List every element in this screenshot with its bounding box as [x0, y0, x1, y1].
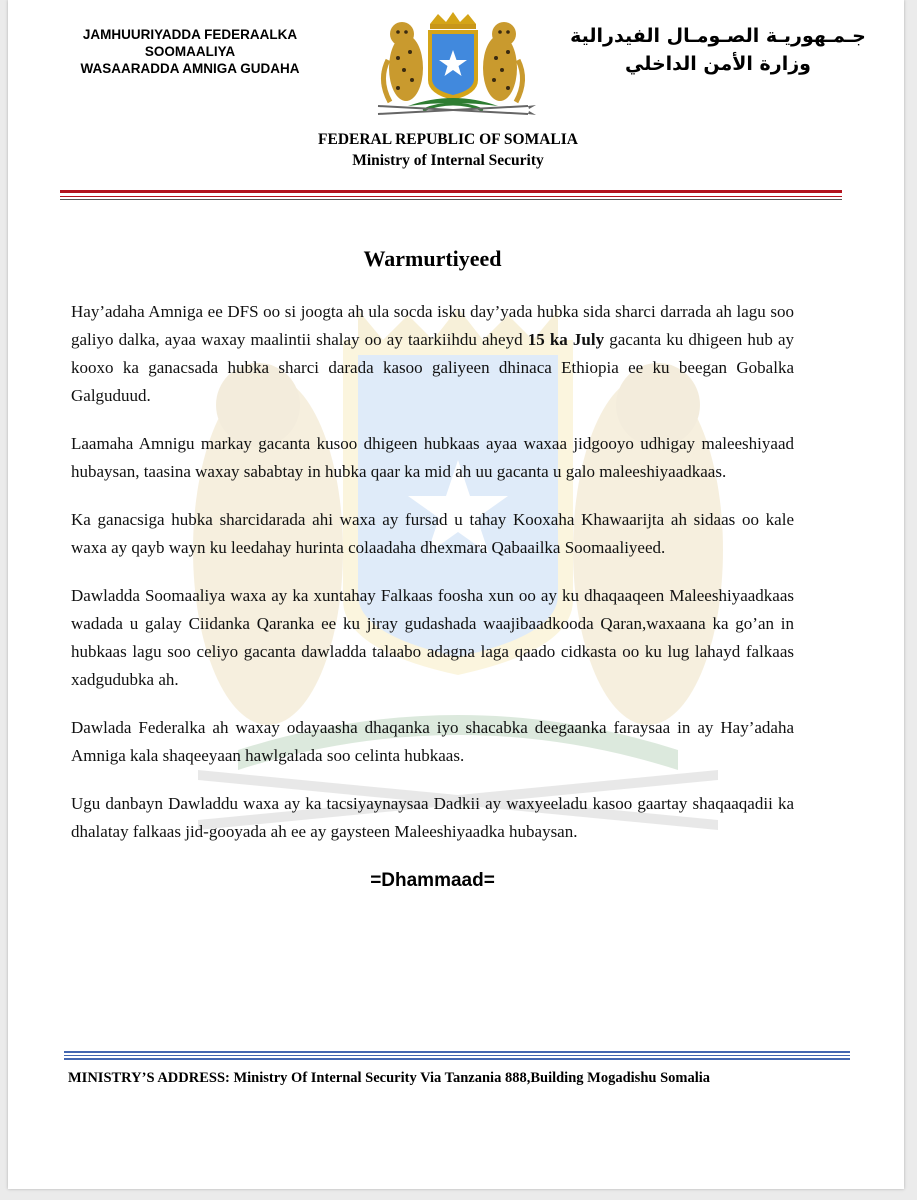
header-somali-line-3: WASAARADDA AMNIGA GUDAHA: [80, 61, 300, 76]
coat-of-arms-emblem: [368, 10, 538, 128]
paragraph-3: Ka ganacsiga hubka sharcidarada ahi waxa ay fursad u tahay Kooxaha Khawaarijta ah sidaas oo kale waxa ay qayb wayn ku leedahay hurinta colaadaha dhexmara Qabaailka Soomaaliyeed.: [71, 510, 794, 557]
header-divider: [60, 190, 842, 200]
paragraph-4: Dawladda Soomaaliya waxa ay ka xuntahay Falkaas foosha xun oo ay ku dhaqaaqeen Maleeshiyaadkaas wadada u galay Ciidanka Qaranka ee ku jiray gudashada waajibaadkooda Qaran,waxaana ka go’an in hubkaas lagu soo celiyo gacanta dawladda talaabo adagna laga qaado cidkasta oo ku lug lahayd falkaas xadgudubka ah.: [71, 586, 794, 689]
header-english-block: [248, 129, 648, 171]
header-somali-line-2: SOOMAALIYA: [144, 44, 236, 59]
paragraph-1: [71, 298, 794, 410]
closing-mark: =Dhammaad=: [370, 870, 495, 891]
paragraph-5: Dawlada Federalka ah waxay odayaasha dhaqanka iyo shacabka deegaanka faraysaa in ay Hay’adaha Amniga kala shaqeeyaan hawlgalada soo celinta hubkaas.: [71, 718, 794, 765]
header-arabic-line-1: جـمـهوريـة الصـومـال الفيدرالية: [570, 25, 866, 47]
letter-page: [8, 0, 904, 1189]
header-somali-block: [56, 26, 324, 77]
header-arabic-block: [568, 22, 868, 78]
paragraph-2: Laamaha Amnigu markay gacanta kusoo dhigeen hubkaas ayaa waxaa jidgooyo udhigay maleeshiyaad hubaysan, taasina waxay sababtay in hubka qaar ka mid ah uu gacanta u galo maleeshiyaadkaas.: [71, 434, 794, 481]
header-arabic-line-2: وزارة الأمن الداخلي: [625, 53, 811, 75]
paragraph-1-date: 15 ka July: [527, 330, 605, 349]
document-title: Warmurtiyeed: [363, 246, 502, 271]
header-country-name: FEDERAL REPUBLIC OF SOMALIA: [318, 131, 578, 148]
footer-divider: [64, 1051, 850, 1060]
letter-body: [71, 244, 794, 892]
header-ministry-name: Ministry of Internal Security: [352, 152, 544, 169]
footer-address: MINISTRY’S ADDRESS: Ministry Of Internal Security Via Tanzania 888,Building Mogadishu Somalia: [68, 1070, 711, 1086]
header-somali-line-1: JAMHUURIYADDA FEDERAALKA: [82, 27, 298, 42]
paragraph-1-part-a: Hay’adaha Amniga ee DFS oo si joogta ah ula socda isku day’yada hubka sida sharci darrada ah lagu soo galiyo dalka, ayaa waxay maalintii shalay oo ay taarkiihdu aheyd: [71, 302, 794, 349]
paragraph-6: Ugu danbayn Dawladdu waxa ay ka tacsiyaynaysaa Dadkii ay waxyeeladu kasoo gaartay shaqaaqadii ka dhalatay falkaas jid-gooyada ah ee ay gaysteen Maleeshiyaadka hubaysan.: [71, 794, 794, 841]
paragraph-1-part-b: gacanta ku dhigeen hub ay kooxo ka ganacsada hubka sharci darada kasoo galiyeen dhinaca Ethiopia ee ku beegan Gobalka Galguduud.: [71, 330, 794, 405]
